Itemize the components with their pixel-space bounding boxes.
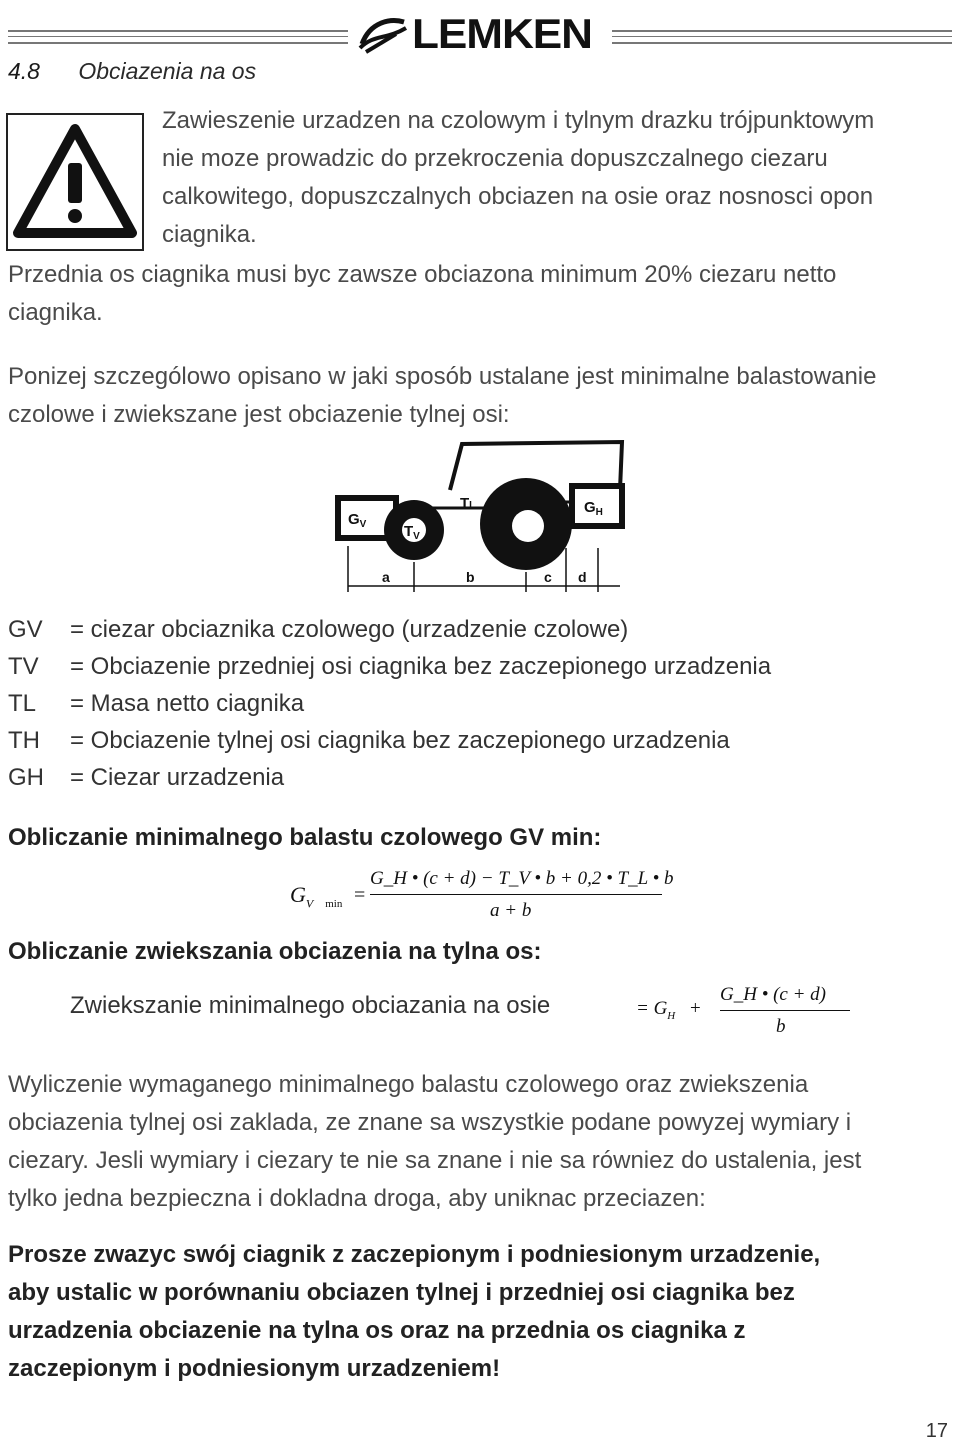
definition-code: TV <box>8 653 39 680</box>
header-rule-left-bottom <box>8 42 348 44</box>
front-axle-note <box>8 256 948 332</box>
intro-paragraph <box>8 358 953 434</box>
formula2-heading: Obliczanie zwiekszania obciazenia na tylna os: <box>8 938 542 965</box>
definition-text: = Obciazenie przedniej osi ciagnika bez zaczepionego urzadzenia <box>70 653 772 680</box>
brand-name: LEMKEN <box>412 10 592 57</box>
warning-sign <box>6 113 144 251</box>
formula1-numerator: G_H • (c + d) − T_V • b + 0,2 • T_L • b <box>370 868 674 889</box>
instruction-line: zaczepionym i podniesionym urzadzeniem! <box>8 1355 501 1382</box>
definition-text: = Masa netto ciagnika <box>70 690 305 717</box>
definition-code: GH <box>8 764 44 791</box>
page-number: 17 <box>925 1420 948 1442</box>
label-tl: TL <box>460 495 476 512</box>
formula1-fraction-bar <box>370 894 662 895</box>
front-axle-line: ciagnika. <box>8 299 103 326</box>
label-gv: $G_V$ <box>348 511 367 530</box>
header-rule-right-bottom <box>612 42 952 44</box>
definition-code: GV <box>8 616 43 643</box>
instruction-line: Prosze zwazyc swój ciagnik z zaczepionym i podniesionym urzadzenie, <box>8 1241 821 1268</box>
formula1-lhs-sub: V <box>305 896 314 911</box>
formula1-equals: = <box>354 884 366 906</box>
paragraph-line: obciazenia tylnej osi zaklada, ze znane sa wszystkie podane powyzej wymiary i <box>8 1109 852 1136</box>
formula2-plus: + <box>690 998 701 1019</box>
formula2-fraction-bar <box>720 1010 850 1011</box>
front-axle-line: Przednia os ciagnika musi byc zawsze obciazona minimum 20% ciezaru netto <box>8 261 837 288</box>
header-rule-right-mid <box>612 36 952 37</box>
label-th: $T_H$ <box>518 511 535 530</box>
dim-c: c <box>544 569 552 585</box>
formula2-numerator: G_H • (c + d) <box>720 984 827 1005</box>
formula1-heading: Obliczanie minimalnego balastu czolowego GV min: <box>8 824 602 851</box>
formula2-denominator: b <box>776 1016 786 1037</box>
paragraph-line: ciezary. Jesli wymiary i ciezary te nie sa znane i nie sa równiez do ustalenia, jest <box>8 1147 862 1174</box>
label-gh: $G_H$ <box>584 499 603 518</box>
formula2-label: Zwiekszanie minimalnego obciazania na osie <box>70 992 551 1019</box>
formula1-denominator: a + b <box>490 900 532 921</box>
rear-implement-box <box>572 486 622 526</box>
section-title: Obciazenia na os <box>78 58 257 84</box>
warning-text <box>162 102 948 254</box>
warning-line: Zawieszenie urzadzen na czolowym i tylnym drazku trójpunktowym <box>162 107 875 134</box>
tractor-axle-diagram <box>320 438 630 596</box>
intro-line: Ponizej szczególowo opisano w jaki sposób ustalane jest minimalne balastowanie <box>8 363 877 390</box>
dim-d: d <box>578 569 587 585</box>
definition-row <box>8 727 730 755</box>
section-heading <box>8 58 256 85</box>
definition-row <box>8 653 771 681</box>
definition-code: TH <box>8 727 40 754</box>
paragraph-line: Wyliczenie wymaganego minimalnego balastu czolowego oraz zwiekszenia <box>8 1071 809 1098</box>
formula1-lhs-sub2: min <box>325 898 343 911</box>
definition-code: TL <box>8 690 37 717</box>
intro-line: czolowe i zwiekszane jest obciazenie tylnej osi: <box>8 401 510 428</box>
header-rule-left-mid <box>8 36 348 37</box>
formula2-lhs-sub: H <box>667 1009 676 1022</box>
definition-row <box>8 616 628 644</box>
header-rule-left-top <box>8 30 348 32</box>
header-rule-right-top <box>612 30 952 32</box>
warning-line: calkowitego, dopuszczalnych obciazen na osie oraz nosnosci opon <box>162 183 874 210</box>
warning-line: ciagnika. <box>162 221 257 248</box>
definition-text: = ciezar obciaznika czolowego (urzadzenie czolowe) <box>70 616 629 643</box>
dim-b: b <box>466 569 475 585</box>
dim-a: a <box>382 569 390 585</box>
warning-line: nie moze prowadzic do przekroczenia dopuszczalnego ciezaru <box>162 145 828 172</box>
instruction-line: aby ustalic w porównaniu obciazen tylnej i przedniej osi ciagnika bez <box>8 1279 795 1306</box>
paragraph-line: tylko jedna bezpieczna i dokladna droga, aby uniknac przeciazen: <box>8 1185 706 1212</box>
label-tv: $T_V$ <box>404 523 420 542</box>
weighing-instruction <box>8 1236 948 1388</box>
warning-triangle-icon <box>8 115 142 249</box>
formula1-lhs: G <box>290 882 306 907</box>
lemken-emblem-icon <box>356 14 410 56</box>
section-number: 4.8 <box>8 58 40 84</box>
formula2-lhs: = G <box>636 998 668 1019</box>
definition-text: = Obciazenie tylnej osi ciagnika bez zaczepionego urzadzenia <box>70 727 730 754</box>
definition-row <box>8 764 284 792</box>
formula2 <box>636 980 856 1044</box>
instruction-line: urzadzenia obciazenie na tylna os oraz na przednia os ciagnika z <box>8 1317 746 1344</box>
definition-text: = Ciezar urzadzenia <box>70 764 285 791</box>
formula1 <box>290 866 674 930</box>
brand-logo <box>356 10 608 57</box>
assumption-paragraph <box>8 1066 948 1218</box>
definition-row <box>8 690 304 718</box>
